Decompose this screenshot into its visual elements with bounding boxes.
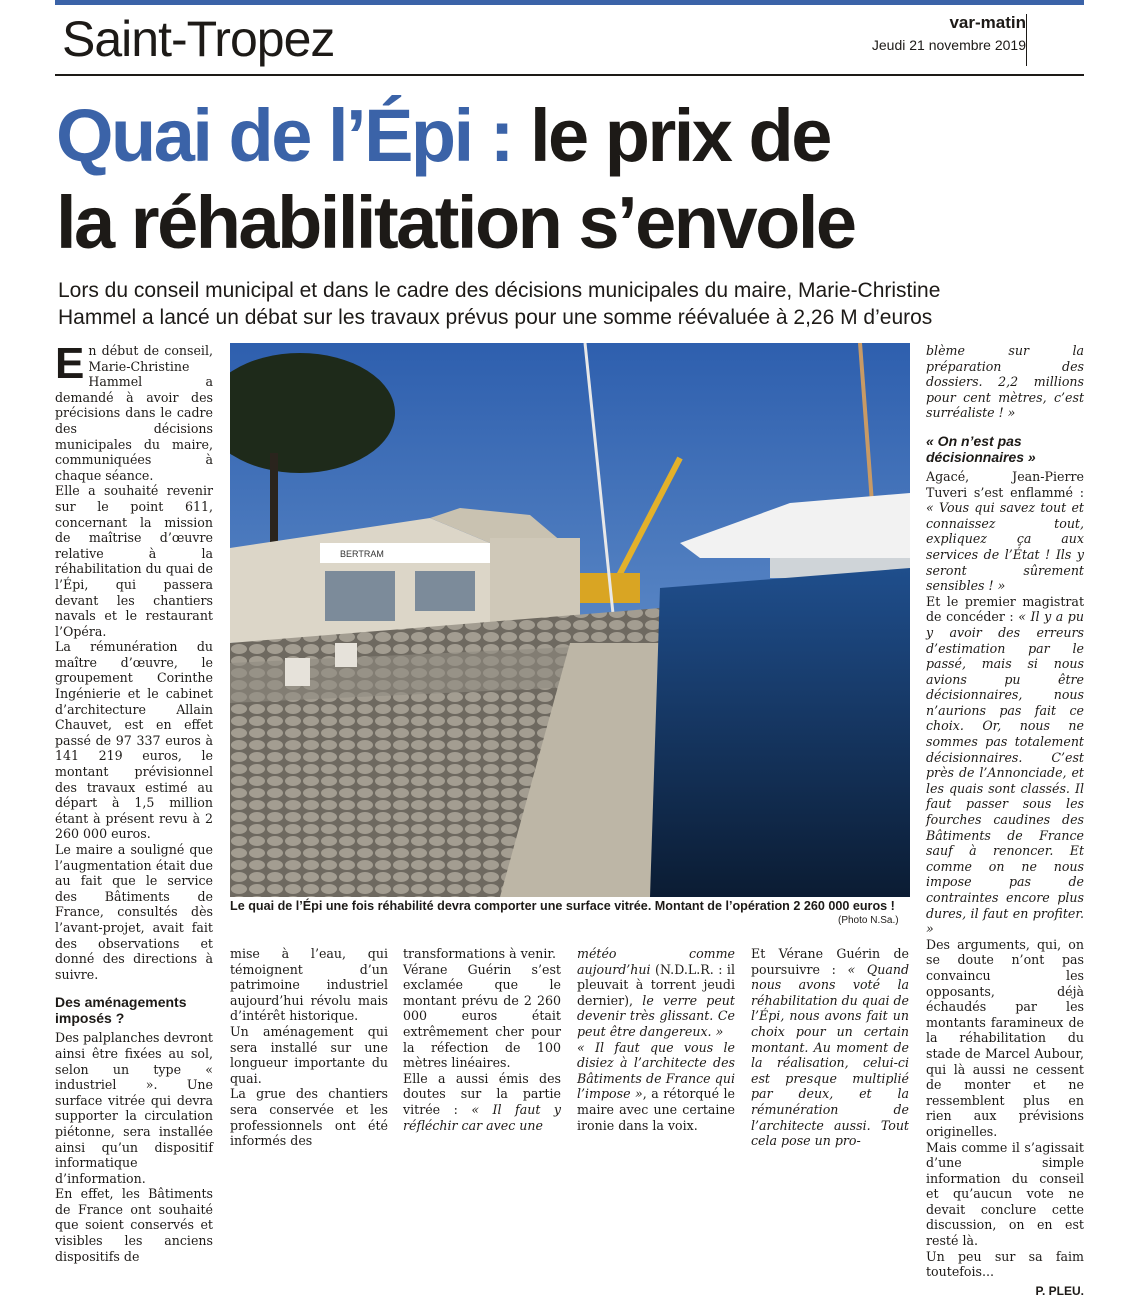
subhead-amenagements: Des aménagements imposés ?: [55, 994, 187, 1027]
col2-para-3: La grue des chantiers sera conservée et les professionnels ont été informés des: [230, 1086, 388, 1149]
col6-para-2: [926, 469, 1084, 594]
col6-para-4: Des arguments, qui, on se doute n’ont pas convaincu les opposants, déjà échaudés par les montants faramineux de la réhabilitation du stade de Marcel Aubour, qui là aussi ne cessent de monter et ne ressemblent plus en rien aux prévisions originelles.: [926, 936, 1084, 1139]
col6-para-5: Mais comme il s’agissait d’une simple information du conseil et qu’aucun vote ne devait conclure cette discussion, on en est resté là.: [926, 1139, 1084, 1249]
col4-quote-2: le verre peut devenir très glissant. Ce peut être dangereux. »: [577, 992, 735, 1039]
newspaper-brand: var-matin: [949, 13, 1026, 32]
col6-para-6: Un peu sur sa faim toutefois...: [926, 1248, 1084, 1280]
col5-quote: « Quand nous avons voté la réhabilitation du quai de l’Épi, nous avons fait un choix pour un certain montant. Au moment de la réalisation, celui-ci est presque multiplié par deux, et la rémunération de l’architecte aussi. Tout cela pose un pro-: [751, 961, 910, 1149]
column-4: [577, 946, 735, 1133]
issue-date: Jeudi 21 novembre 2019: [871, 37, 1026, 53]
col4-quote-3: « Il faut que vous le disiez à l’architecte des Bâtiments de France qui l’impose »: [577, 1039, 735, 1102]
column-1: [55, 339, 213, 1264]
lead-line-2: Hammel a lancé un débat sur les travaux prévus pour une somme réévaluée à 2,26 M d’euros: [58, 306, 933, 329]
col1-para-5: Des palplanches devront ainsi être fixées au sol, selon un type « industriel ». Une surface vitrée qui devra supporter la circulation piétonne, sera installée ainsi qu’un dispositif informatique d’information.: [55, 1030, 213, 1186]
col2-para-1: mise à l’eau, qui témoignent d’un patrimoine industriel aujourd’hui révolu mais d’intérêt historique.: [230, 946, 388, 1024]
col4-para-2: [577, 1040, 735, 1134]
col1-para-3: La rémunération du maître d’œuvre, le groupement Corinthe Ingénierie et le cabinet d’architecture Allain Chauvet, est en effet passé de 97 337 euros à 141 219 euros, le montant prévisionnel des travaux estimé au départ à 1,5 million étant à présent revu à 2 260 000 euros.: [55, 639, 213, 842]
subhead-decisionnaires: « On n’est pas décisionnaires »: [926, 432, 1036, 465]
top-accent-bar: [55, 0, 1084, 5]
article-lead: [58, 277, 1088, 331]
col6-intro-2: Et le premier magistrat de concéder :: [926, 593, 1084, 625]
col4-para-1: [577, 946, 735, 1040]
col3-quote: « Il faut y réfléchir car avec une: [403, 1101, 561, 1133]
headline-line2: la réhabilitation s’envole: [56, 181, 855, 264]
column-2: [230, 946, 388, 1149]
article-headline: [56, 92, 1116, 266]
col1-para-4: Le maire a souligné que l’augmentation était due au fait que le service des Bâtiments de France, consultés dès l’avant-projet, avait fait des observations et donné des directions à suivre.: [55, 842, 213, 982]
shop-sign: BERTRAM: [340, 549, 384, 559]
quay-photo-illustration: [230, 343, 910, 897]
article-photo: [230, 343, 910, 897]
masthead: [872, 12, 1026, 56]
col4-quote-1: météo comme aujourd’hui: [577, 946, 735, 977]
col1-para-1: n début de conseil, Marie-Christine Hammel a demandé à avoir des précisions dans le cadre des décisions municipales du maire, communiquées à chaque séance.: [55, 343, 213, 483]
headline-rest: le prix de: [511, 94, 830, 177]
col3-para-2: Vérane Guérin s’est exclamée que le montant prévu de 2 260 000 euros était extrêmement cher pour la réfection de 100 mètres linéaires.: [403, 961, 561, 1071]
masthead-divider: [1026, 14, 1027, 66]
column-5: [751, 946, 909, 1149]
col3-para-3: [403, 1071, 561, 1133]
col2-para-2: Un aménagement qui sera installé sur une longueur importante du quai.: [230, 1023, 388, 1086]
col3-para-1: transformations à venir.: [403, 946, 556, 961]
col5-intro: Et Vérane Guérin de poursuivre :: [751, 946, 909, 977]
col1-para-6: En effet, les Bâtiments de France ont souhaité que soient conservés et visibles les anciens dispositifs de: [55, 1186, 213, 1264]
col6-intro-1: Agacé, Jean-Pierre Tuveri s’est enflammé :: [926, 468, 1084, 500]
author-signature: P. PLEU.: [1035, 1283, 1084, 1298]
col4-reply: , a rétorqué le maire avec une certaine ironie dans la voix.: [577, 1086, 735, 1133]
col4-aside: (N.D.L.R. : il pleuvait à torrent jeudi dernier),: [577, 961, 735, 1008]
col3-para-3-text: Elle a aussi émis des doutes sur la partie vitrée :: [403, 1070, 561, 1117]
column-6: [926, 343, 1084, 1299]
col6-quote-2: « Il y a pu y avoir des erreurs d’estimation par le passé, mais si nous avions pu être décisionnaires, nous n’aurions pas fait ce choix. Or, nous ne sommes pas totalement décisionnaires. C’est près de l’Annonciade, et les quais sont classés. Il faut passer sous les fourches caudines des Bâtiments de France sauf à renoncer. Et comme on ne nous impose pas de contraintes encore plus dures, il faut en profiter. »: [926, 609, 1084, 937]
header-rule: [55, 74, 1084, 76]
section-city-title: Saint-Tropez: [62, 11, 335, 67]
drop-cap: E: [55, 339, 85, 388]
headline-highlight: Quai de l’Épi :: [56, 94, 512, 177]
col1-para-2: Elle a souhaité revenir sur le point 611, concernant la mission de maîtrise d’œuvre relative à la réhabilitation du quai de l’Épi, qui passera devant les chantiers navals et le restaurant l’Opéra.: [55, 483, 213, 639]
col6-para-1: blème sur la préparation des dossiers. 2,2 millions pour cent mètres, c’est surréaliste ! »: [926, 343, 1084, 421]
col5-para-1: [751, 946, 909, 1149]
lead-line-1: Lors du conseil municipal et dans le cadre des décisions municipales du maire, Marie-Christine: [58, 279, 941, 302]
col6-para-3: [926, 594, 1084, 937]
photo-caption: Le quai de l’Épi une fois réhabilité devra comporter une surface vitrée. Montant de l’opération 2 260 000 euros !: [230, 899, 895, 913]
photo-credit: (Photo N.Sa.): [838, 915, 899, 926]
column-3: [403, 946, 561, 1133]
col6-quote-1: « Vous qui savez tout et connaissez tout, expliquez ça aux services de l’État ! Ils y seront sûrement sensibles ! »: [926, 500, 1084, 594]
